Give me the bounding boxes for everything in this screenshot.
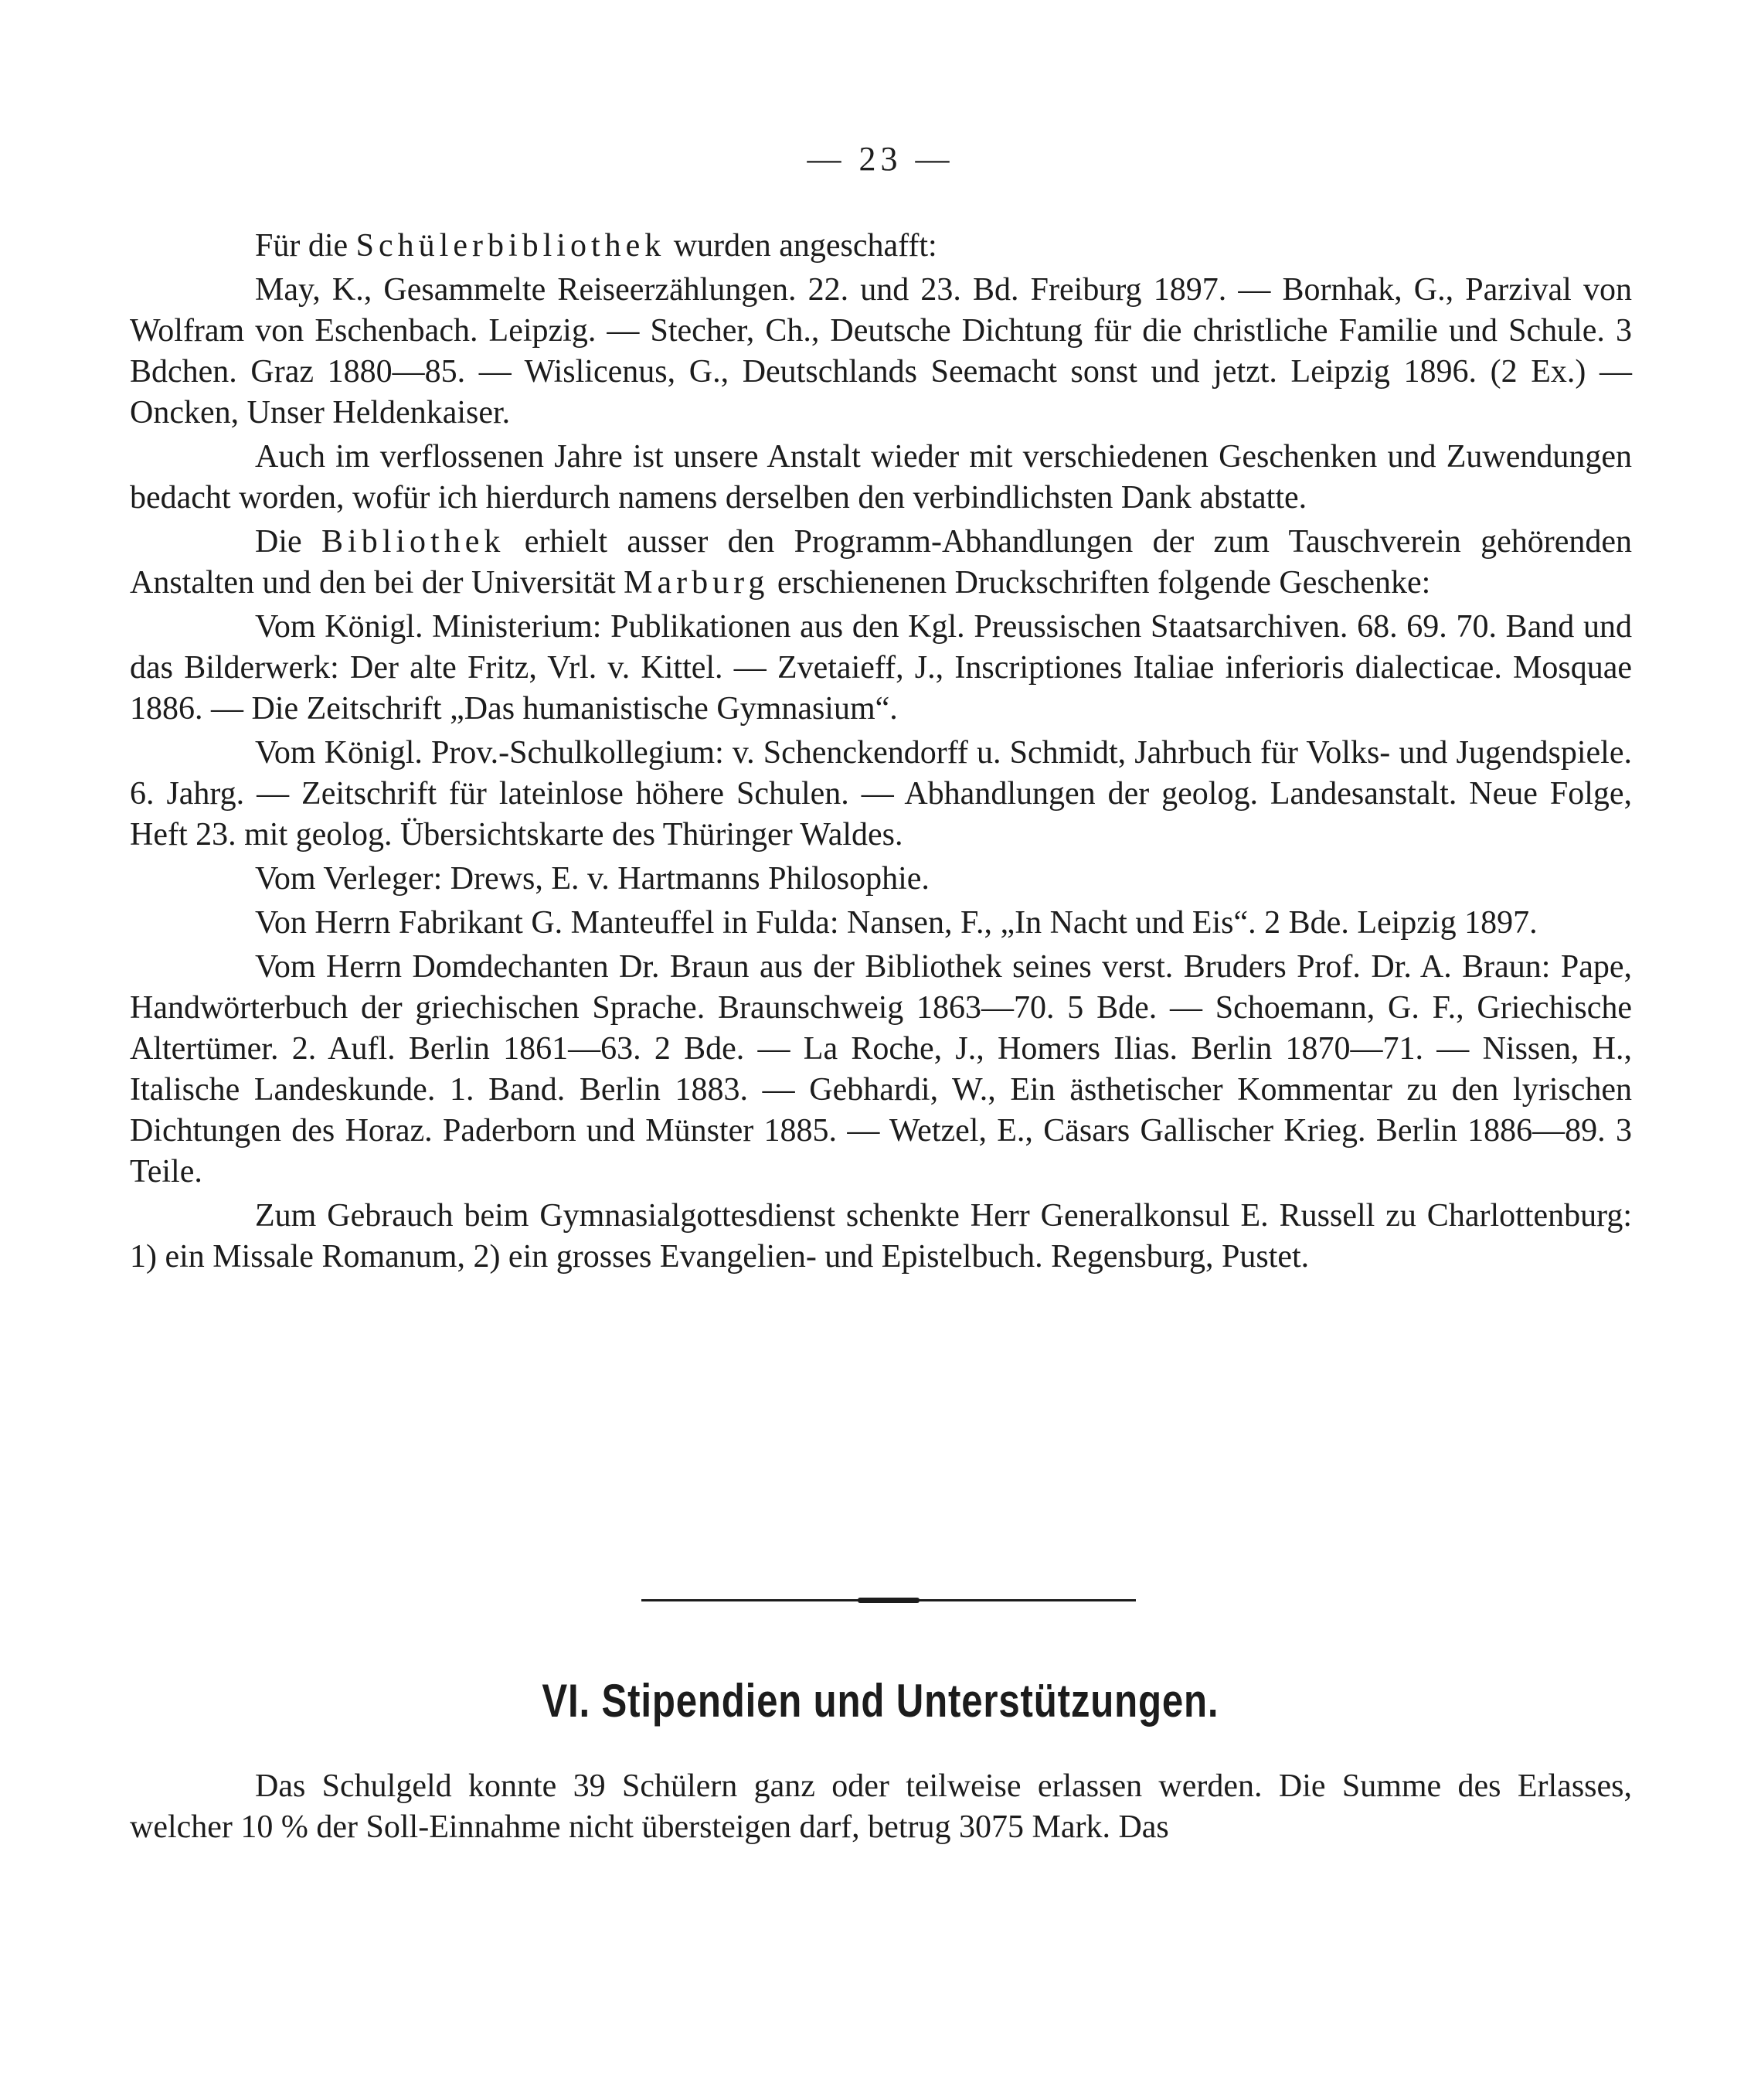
gifts-middle: erhielt ausser den Programm-Abhandlungen der zum Tauschverein gehörenden Anstalten und den bei der Universität bbox=[130, 524, 1633, 601]
section-divider bbox=[641, 1598, 1136, 1602]
gifts-suffix: erschienenen Druckschriften folgende Geschenke: bbox=[777, 565, 1431, 601]
gift-braun-paragraph: Vom Herrn Domdechanten Dr. Braun aus der Bibliothek seines verst. Bruders Prof. Dr. A. Braun: Pape, Handwörterbuch der griechischen Sprache. Braunschweig 1863—70. 5 Bde. — Schoemann, G. F., Griechische Altertümer. 2. Aufl. Berlin 1861—63. 2 Bde. — La Roche, J., Homers Ilias. Berlin 1870—71. — Nissen, H., Italische Landeskunde. 1. Band. Berlin 1883. — Gebhardi, W., Ein ästhetischer Kommentar zu den lyrischen Dichtungen des Horaz. Paderborn und Münster 1885. — Wetzel, E., Cäsars Gallischer Krieg. Berlin 1886—89. 3 Teile. bbox=[130, 949, 1632, 1190]
gifts-intro-paragraph bbox=[130, 522, 1632, 604]
section-body bbox=[130, 1766, 1632, 1848]
gifts-prefix: Die bbox=[255, 524, 302, 560]
library-report bbox=[130, 226, 1632, 1278]
thanks-paragraph: Auch im verflossenen Jahre ist unsere Anstalt wieder mit verschiedenen Geschenken und Zuwendungen bedacht worden, wofür ich hierdurch namens derselben den verbindlichsten Dank abstatte. bbox=[130, 439, 1632, 516]
section-heading: VI. Stipendien und Unterstützungen. bbox=[542, 1675, 1219, 1727]
library-intro bbox=[130, 226, 1632, 267]
page-number: — 23 — bbox=[807, 140, 954, 178]
gift-kollegium-paragraph: Vom Königl. Prov.-Schulkollegium: v. Schenckendorff u. Schmidt, Jahrbuch für Volks- und Jugendspiele. 6. Jahrg. — Zeitschrift für lateinlose höhere Schulen. — Abhandlungen der geolog. Landesanstalt. Neue Folge, Heft 23. mit geolog. Übersichtskarte des Thüringer Waldes. bbox=[130, 735, 1632, 853]
gifts-city: Marburg bbox=[624, 565, 770, 601]
intro-spaced-term: Schülerbibliothek bbox=[355, 228, 666, 264]
gift-manteuffel-paragraph: Von Herrn Fabrikant G. Manteuffel in Fulda: Nansen, F., „In Nacht und Eis“. 2 Bde. Leipzig 1897. bbox=[255, 905, 1538, 941]
section-paragraph: Das Schulgeld konnte 39 Schülern ganz oder teilweise erlassen werden. Die Summe des Erlasses, welcher 10 % der Soll-Einnahme nicht übersteigen darf, betrug 3075 Mark. Das bbox=[130, 1768, 1632, 1845]
gift-russell-paragraph: Zum Gebrauch beim Gymnasialgottesdienst schenkte Herr Generalkonsul E. Russell zu Charlottenburg: 1) ein Missale Romanum, 2) ein grosses Evangelien- und Epistelbuch. Regensburg, Pustet. bbox=[130, 1198, 1632, 1275]
gifts-spaced-term: Bibliothek bbox=[321, 524, 505, 560]
divider-ornament bbox=[858, 1598, 920, 1603]
gift-verleger-paragraph: Vom Verleger: Drews, E. v. Hartmanns Philosophie. bbox=[255, 861, 930, 897]
purchases-paragraph: May, K., Gesammelte Reiseerzählungen. 22. und 23. Bd. Freiburg 1897. — Bornhak, G., Parzival von Wolfram von Eschenbach. Leipzig. — Stecher, Ch., Deutsche Dichtung für die christliche Familie und Schule. 3 Bdchen. Graz 1880—85. — Wislicenus, G., Deutschlands Seemacht sonst und jetzt. Leipzig 1896. (2 Ex.) — Oncken, Unser Heldenkaiser. bbox=[130, 272, 1632, 431]
gift-ministry-paragraph: Vom Königl. Ministerium: Publikationen aus den Kgl. Preussischen Staatsarchiven. 68. 69. 70. Band und das Bilderwerk: Der alte Fritz, Vrl. v. Kittel. — Zvetaieff, J., Inscriptiones Italiae inferioris dialecticae. Mosquae 1886. — Die Zeitschrift „Das humanistische Gymnasium“. bbox=[130, 609, 1632, 727]
intro-suffix: wurden angeschafft: bbox=[673, 228, 937, 264]
intro-prefix: Für die bbox=[255, 228, 348, 264]
